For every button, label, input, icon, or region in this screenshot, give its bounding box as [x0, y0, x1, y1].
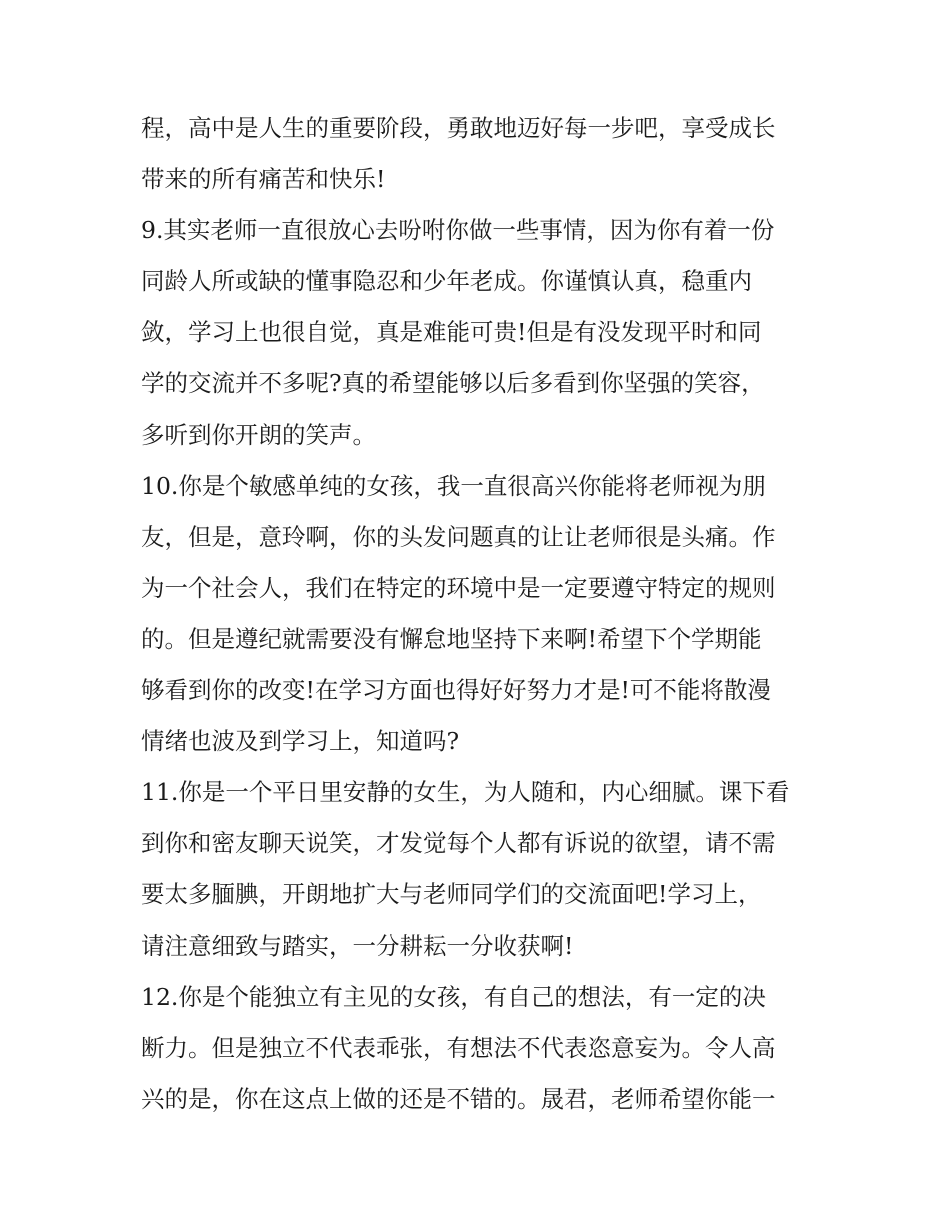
text-line: 兴的是，你在这点上做的还是不错的。晟君，老师希望你能一 — [141, 1084, 776, 1113]
text-line: 同龄人所或缺的懂事隐忍和少年老成。你谨慎认真，稳重内 — [141, 267, 752, 296]
text-line: 为一个社会人，我们在特定的环境中是一定要遵守特定的规则 — [141, 573, 776, 602]
text-line: 断力。但是独立不代表乖张，有想法不代表恣意妄为。令人高 — [141, 1033, 776, 1062]
text-line: 够看到你的改变!在学习方面也得好好努力才是!可不能将散漫 — [141, 676, 771, 705]
text-line: 带来的所有痛苦和快乐! — [141, 165, 386, 194]
text-line: 9.其实老师一直很放心去吩咐你做一些事情，因为你有着一份 — [141, 216, 775, 245]
text-line: 12.你是个能独立有主见的女孩，有自己的想法，有一定的决 — [141, 982, 766, 1011]
text-line: 11.你是一个平日里安静的女生，为人随和，内心细腻。课下看 — [141, 778, 790, 807]
text-line: 程，高中是人生的重要阶段，勇敢地迈好每一步吧，享受成长 — [141, 114, 776, 142]
text-line: 友，但是，意玲啊，你的头发问题真的让让老师很是头痛。作 — [141, 522, 776, 551]
text-line: 情绪也波及到学习上，知道吗? — [141, 727, 460, 756]
text-line: 多听到你开朗的笑声。 — [141, 420, 376, 449]
text-line: 学的交流并不多呢?真的希望能够以后多看到你坚强的笑容， — [141, 369, 765, 398]
text-line: 要太多腼腆，开朗地扩大与老师同学们的交流面吧!学习上， — [141, 880, 762, 909]
text-line: 10.你是个敏感单纯的女孩，我一直很高兴你能将老师视为朋 — [141, 471, 766, 500]
text-line: 请注意细致与踏实，一分耕耘一分收获啊! — [141, 931, 574, 960]
text-line: 敛，学习上也很自觉，真是难能可贵!但是有没发现平时和同 — [141, 318, 762, 347]
text-line: 的。但是遵纪就需要没有懈怠地坚持下来啊!希望下个学期能 — [141, 624, 762, 653]
text-line: 到你和密友聊天说笑，才发觉每个人都有诉说的欲望，请不需 — [141, 829, 776, 858]
body-text — [141, 103, 821, 1125]
